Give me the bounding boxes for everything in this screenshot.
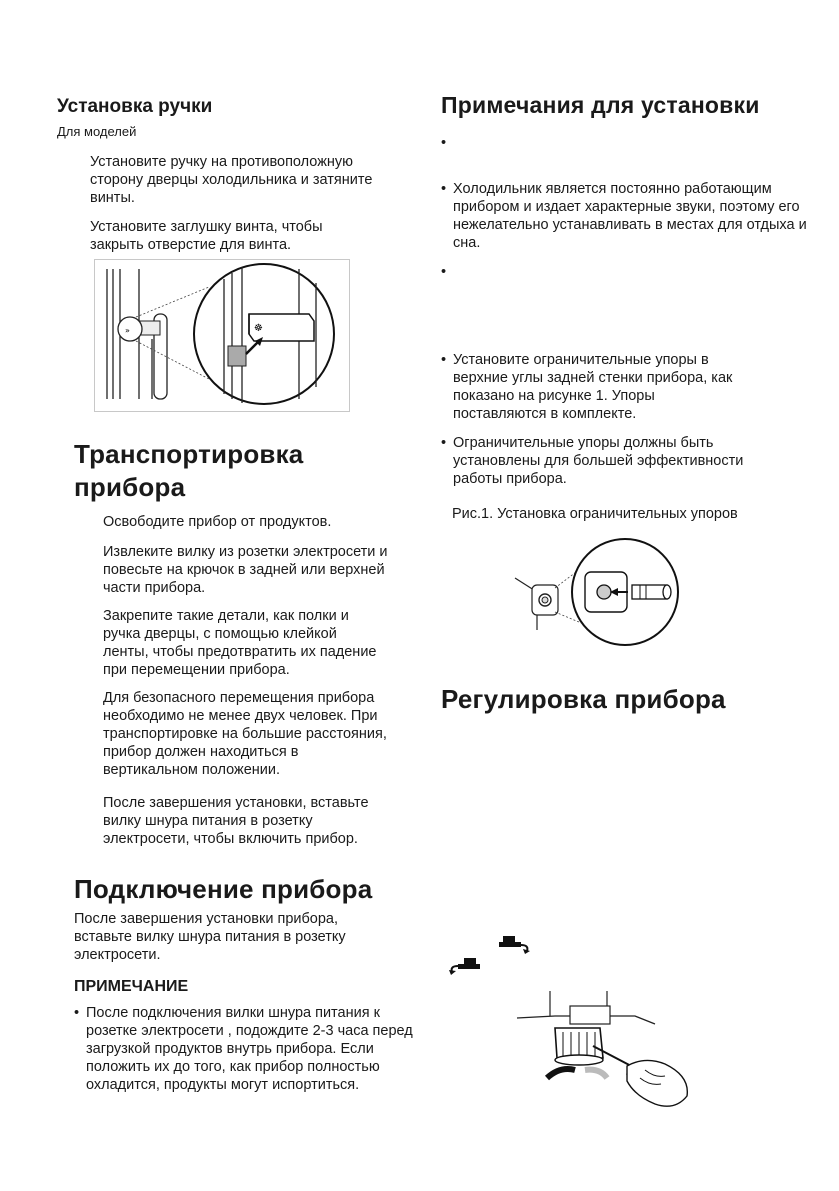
leveling-foot-figure	[515, 986, 700, 1111]
install-note-5	[441, 434, 771, 488]
install-note-5-text: Ограничительные упоры должны быть установлены для большей эффективности работы прибора.	[453, 435, 744, 487]
transport-title-line-1: Транспортировка	[74, 439, 304, 469]
rotate-counterclockwise-icon	[448, 954, 482, 976]
handle-step-2: Установите заглушку винта, чтобы закрыть отверстие для винта.	[90, 219, 323, 253]
bullet-dot: •	[441, 435, 447, 451]
handle-section-title: Установка ручки	[57, 96, 213, 117]
note-title: ПРИМЕЧАНИЕ	[74, 978, 189, 995]
handle-installation-figure	[94, 259, 350, 412]
bullet-dot: •	[441, 135, 447, 151]
transport-section-title	[74, 438, 303, 504]
install-notes-title: Примечания для установки	[441, 92, 760, 118]
transport-step-4: Для безопасного перемещения прибора необходимо не менее двух человек. При транспортировке на большие расстояния, прибор должен находиться в вертикальном положении.	[103, 690, 387, 778]
bullet-dot: •	[74, 1005, 80, 1021]
bullet-dot: •	[441, 352, 447, 368]
transport-step-2: Извлеките вилку из розетки электросети и повесьте на крючок в задней или верхней части прибора.	[103, 544, 388, 596]
bullet-dot: •	[441, 264, 447, 280]
install-note-2-text: Холодильник является постоянно работающим прибором и издает характерные звуки, поэтому его нежелательно устанавливать в местах для отдыха и сна.	[453, 181, 807, 251]
transport-title-line-2: прибора	[74, 472, 186, 502]
adjust-section-title: Регулировка прибора	[441, 684, 726, 714]
handle-step-1: Установите ручку на противоположную сторону дверцы холодильника и затяните винты.	[90, 154, 373, 206]
svg-text:»: »	[125, 326, 130, 335]
transport-step-3: Закрепите такие детали, как полки и ручка дверцы, с помощью клейкой ленты, чтобы предотвратить их падение при перемещении прибора.	[103, 608, 377, 678]
svg-text:☸: ☸	[254, 323, 263, 334]
note-bullet	[74, 1004, 414, 1094]
bullet-dot: •	[441, 181, 447, 197]
transport-step-1: Освободите прибор от продуктов.	[103, 514, 332, 530]
connect-section-title: Подключение прибора	[74, 874, 373, 904]
stopper-installation-figure	[510, 530, 680, 655]
figure-caption: Рис.1. Установка ограничительных упоров	[452, 506, 738, 522]
rotate-clockwise-icon	[497, 934, 531, 954]
install-note-4-text: Установите ограничительные упоры в верхние углы задней стенки прибора, как показано на рисунке 1. Упоры поставляются в комплекте.	[453, 352, 733, 422]
install-note-2	[441, 180, 811, 252]
connect-text: После завершения установки прибора, вставьте вилку шнура питания в розетку электросети.	[74, 911, 346, 963]
note-text: После подключения вилки шнура питания к розетке электросети , подождите 2-3 часа перед загрузкой продуктов внутрь прибора. Если положить их до того, как прибор полностью охладится, продукты могут испортиться.	[86, 1005, 413, 1093]
install-note-4	[441, 351, 741, 423]
transport-step-5: После завершения установки, вставьте вилку шнура питания в розетку электросети, чтобы включить прибор.	[103, 795, 369, 847]
handle-section-subtitle: Для моделей	[57, 124, 137, 139]
